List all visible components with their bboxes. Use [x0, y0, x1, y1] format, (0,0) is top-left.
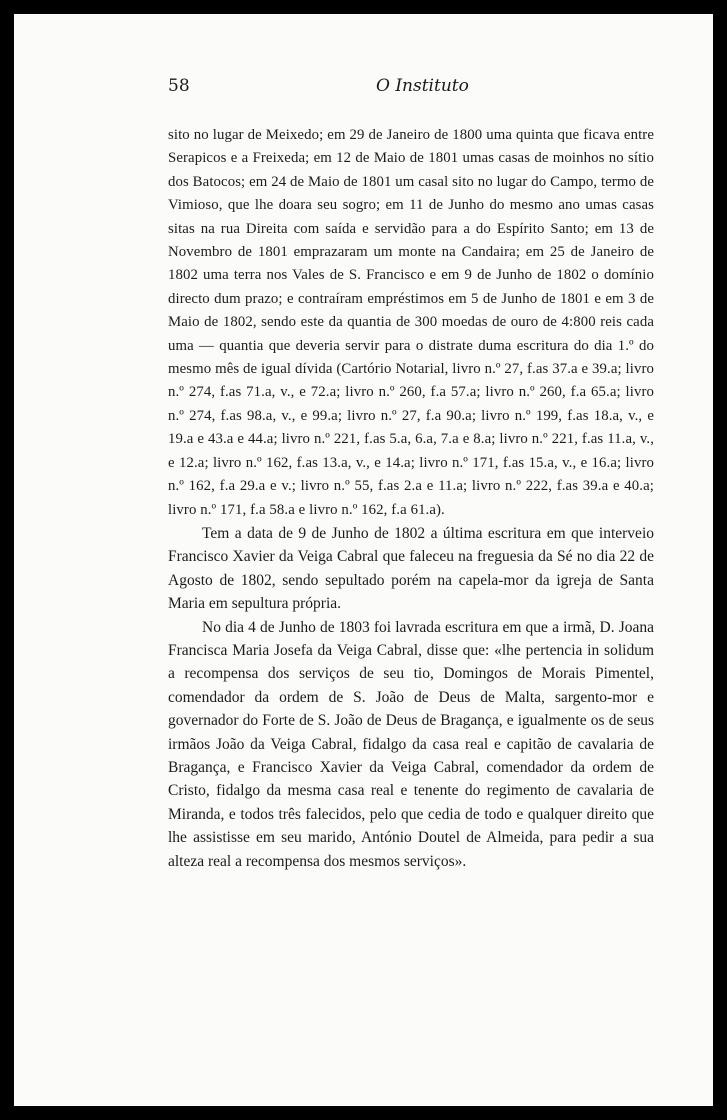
page-number: 58 [168, 76, 190, 96]
document-page [14, 14, 713, 1106]
paragraph-3: No dia 4 de Junho de 1803 foi lavrada escritura em que a irmã, D. Joana Francisca Maria Josefa da Veiga Cabral, disse que: «lhe pertencia in solidum a recompensa dos serviços de seu tio, Domingos de Morais Pimentel, comendador da ordem de S. João de Deus de Malta, sargento-mor e governador do Forte de S. João de Deus de Bragança, e igualmente os de seus irmãos João da Veiga Cabral, fidalgo da casa real e capitão de cavalaria de Bragança, e Francisco Xavier da Veiga Cabral, comendador da ordem de Cristo, fidalgo da mesma casa real e tenente do regimento de cavalaria de Miranda, e todos três falecidos, pelo que cedia de todo e qualquer direito que lhe assistisse em seu marido, António Doutel de Almeida, para pedir a sua alteza real a recompensa dos mesmos serviços». [168, 618, 654, 870]
paragraph-2: Tem a data de 9 de Junho de 1802 a última escritura em que interveio Francisco Xavier da Veiga Cabral que faleceu na freguesia da Sé no dia 22 de Agosto de 1802, sendo sepultado porém na capela-mor da igreja de Santa Maria em sepultura própria. [168, 524, 654, 613]
paragraph-1: sito no lugar de Meixedo; em 29 de Janeiro de 1800 uma quinta que ficava entre Serapicos e a Freixeda; em 12 de Maio de 1801 umas casas de moinhos no sítio dos Batocos; em 24 de Maio de 1801 um casal sito no lugar do Campo, termo de Vimioso, que lhe doara seu sogro; em 11 de Junho do mesmo ano umas casas sitas na rua Direita com saída e servidão para a do Espírito Santo; em 13 de Novembro de 1801 emprazaram um monte na Candaira; em 25 de Janeiro de 1802 uma terra nos Vales de S. Francisco e em 9 de Junho de 1802 o domínio directo dum prazo; e contraíram empréstimos em 5 de Junho de 1801 e em 3 de Maio de 1802, sendo este da quantia de 300 moedas de ouro de 4:800 reis cada uma — quantia que deveria servir para o distrate duma escritura do dia 1.º do mesmo mês de igual dívida (Cartório Notarial, livro n.º 27, f.as 37.a e 39.a; livro n.º 274, f.as 71.a, v., e 72.a; livro n.º 260, f.a 57.a; livro n.º 260, f.a 65.a; livro n.º 274, f.as 98.a, v., e 99.a; livro n.º 27, f.a 90.a; livro n.º 199, f.as 18.a, v., e 19.a e 43.a e 44.a; livro n.º 221, f.as 5.a, 6.a, 7.a e 8.a; livro n.º 221, f.as 11.a, v., e 12.a; livro n.º 162, f.as 13.a, v., e 14.a; livro n.º 171, f.as 15.a, v., e 16.a; livro n.º 162, f.a 29.a e v.; livro n.º 55, f.as 2.a e 11.a; livro n.º 222, f.as 39.a e 40.a; livro n.º 171, f.a 58.a e livro n.º 162, f.a 61.a). [168, 127, 654, 518]
running-title: O Instituto [376, 76, 469, 96]
body-text [168, 124, 654, 873]
page-header [14, 76, 713, 104]
